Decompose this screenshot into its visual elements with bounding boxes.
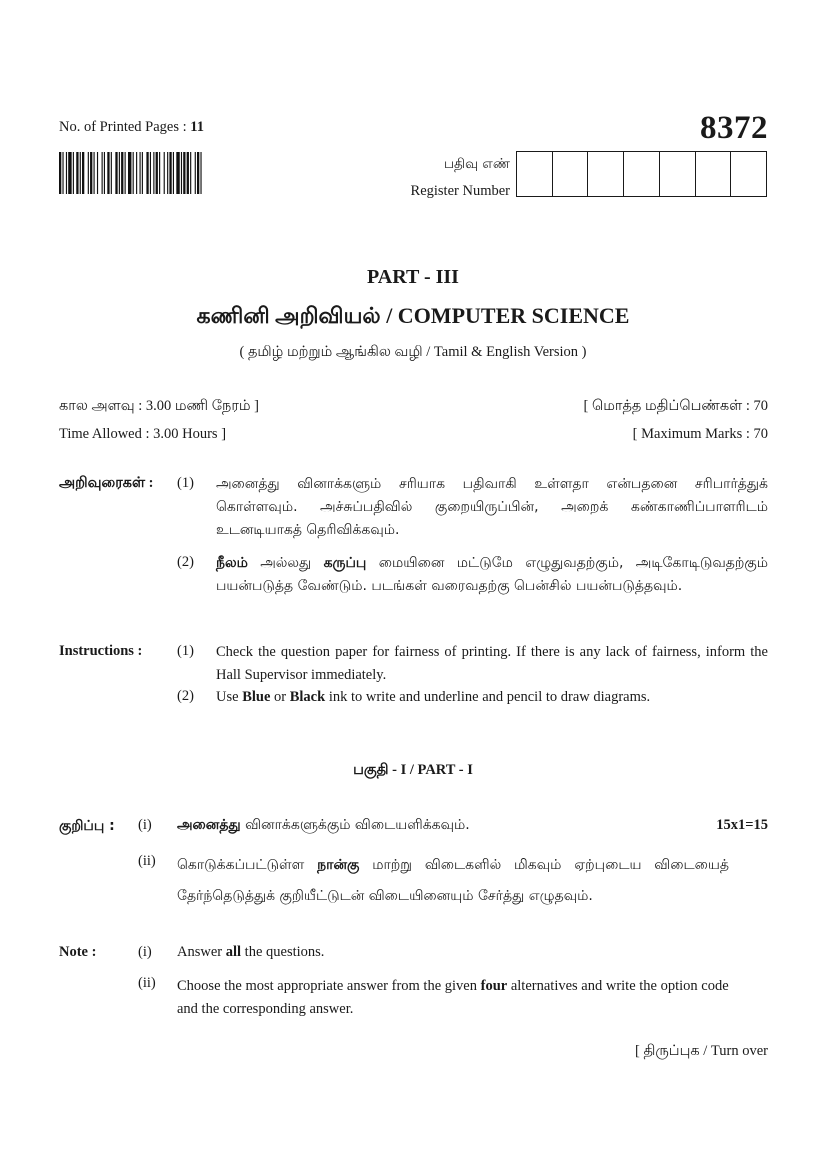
instr-tamil-text-2 [216,552,768,598]
note-english-text-1 [177,944,324,961]
part-title: PART - III [367,266,459,288]
instr-tamil-mid: அல்லது [247,555,324,571]
note-tamil-num-2: (ii) [138,853,156,869]
paper-code: 8372 [700,110,768,146]
note-tamil-text-1 [177,817,470,835]
note-english-pre-2: Choose the most appropriate answer from the given [177,978,481,994]
turn-over: [ திருப்புக / Turn over [635,1043,768,1059]
register-digit-box[interactable] [659,152,695,196]
subject-title: கணினி அறிவியல் / COMPUTER SCIENCE [196,303,630,328]
instr-tamil-num-1: (1) [177,475,194,491]
note-tamil-num-1: (i) [138,817,152,833]
note-tamil-bold-all: அனைத்து [177,817,241,833]
instr-english-mid: or [270,689,290,705]
register-digit-box[interactable] [623,152,659,196]
note-english-rest-1: the questions. [241,944,325,960]
section-marks: 15x1=15 [716,817,768,833]
marks-english: [ Maximum Marks : 70 [632,426,768,442]
register-number-boxes[interactable] [516,151,767,197]
register-label-english: Register Number [410,183,510,199]
printed-pages [59,119,204,136]
time-tamil: கால அளவு : 3.00 மணி நேரம் ] [59,398,259,414]
instr-english-num-2: (2) [177,688,194,704]
printed-pages-value: 11 [190,119,204,135]
note-english-num-2: (ii) [138,975,156,991]
note-english-bold-all: all [225,944,242,960]
register-digit-box[interactable] [730,152,766,196]
section-title: பகுதி - I / PART - I [353,762,473,778]
note-tamil-text-2 [177,850,729,912]
instr-english-text-2 [216,686,768,709]
instr-english-bold-black: Black [289,689,326,705]
instr-english-bold-blue: Blue [242,689,271,705]
note-english-pre-1: Answer [177,944,226,960]
instr-tamil-num-2: (2) [177,554,194,570]
barcode [59,152,276,194]
instr-english-text-1: Check the question paper for fairness of printing. If there is any lack of fairness, inform the Hall Supervisor immediately. [216,644,768,683]
note-tamil-rest-2: மாற்று விடைகளில் மிகவும் ஏற்புடைய விடையைத் தேர்ந்தெடுத்துக் குறியீட்டுடன் விடையினையும் சேர்த்து எழுதவும். [177,857,729,904]
register-digit-box[interactable] [587,152,623,196]
instructions-english-label: Instructions : [59,643,143,659]
time-english: Time Allowed : 3.00 Hours ] [59,426,227,442]
register-digit-box[interactable] [517,152,552,196]
note-english-num-1: (i) [138,944,152,960]
instr-english-rest: ink to write and underline and pencil to draw diagrams. [325,689,651,705]
instr-tamil-text-1: அனைத்து வினாக்களும் சரியாக பதிவாகி உள்ளதா என்பதனை சரிபார்த்துக் கொள்ளவும். அச்சுப்பதிவில் குறையிருப்பின், அறைக் கண்காணிப்பாளரிடம் உடனடியாகத் தெரிவிக்கவும். [216,476,768,538]
note-tamil-bold-four: நான்கு [317,857,360,873]
note-english-label: Note : [59,944,97,960]
marks-tamil: [ மொத்த மதிப்பெண்கள் : 70 [583,398,768,414]
register-label-tamil: பதிவு எண் [443,156,510,172]
instr-tamil-bold-black: கருப்பு [323,555,367,571]
register-digit-box[interactable] [552,152,588,196]
instr-english-pre: Use [216,689,243,705]
note-english-text-2 [177,975,737,1021]
printed-pages-label: No. of Printed Pages : [59,119,187,135]
instr-english-num-1: (1) [177,643,194,659]
note-tamil-pre-2: கொடுக்கப்பட்டுள்ள [177,857,318,873]
instr-tamil-bold-blue: நீலம் [216,555,248,571]
note-english-rest-2: alternatives and write the option code and the corresponding answer. [177,978,729,1017]
register-digit-box[interactable] [695,152,731,196]
instr-tamil-rest: மையினை மட்டுமே எழுதுவதற்கும், அடிகோடிடுவதற்கும் பயன்படுத்த வேண்டும். படங்கள் வரைவதற்கு பென்சில் பயன்படுத்தவும். [216,555,769,594]
note-tamil-rest-1: வினாக்களுக்கும் விடையளிக்கவும். [240,817,470,833]
instructions-tamil-label: அறிவுரைகள் : [59,475,154,491]
register-labels [310,151,510,205]
note-tamil-label: குறிப்பு : [59,818,115,834]
version-line: ( தமிழ் மற்றும் ஆங்கில வழி / Tamil & English Version ) [239,344,587,360]
note-english-bold-four: four [480,978,508,994]
